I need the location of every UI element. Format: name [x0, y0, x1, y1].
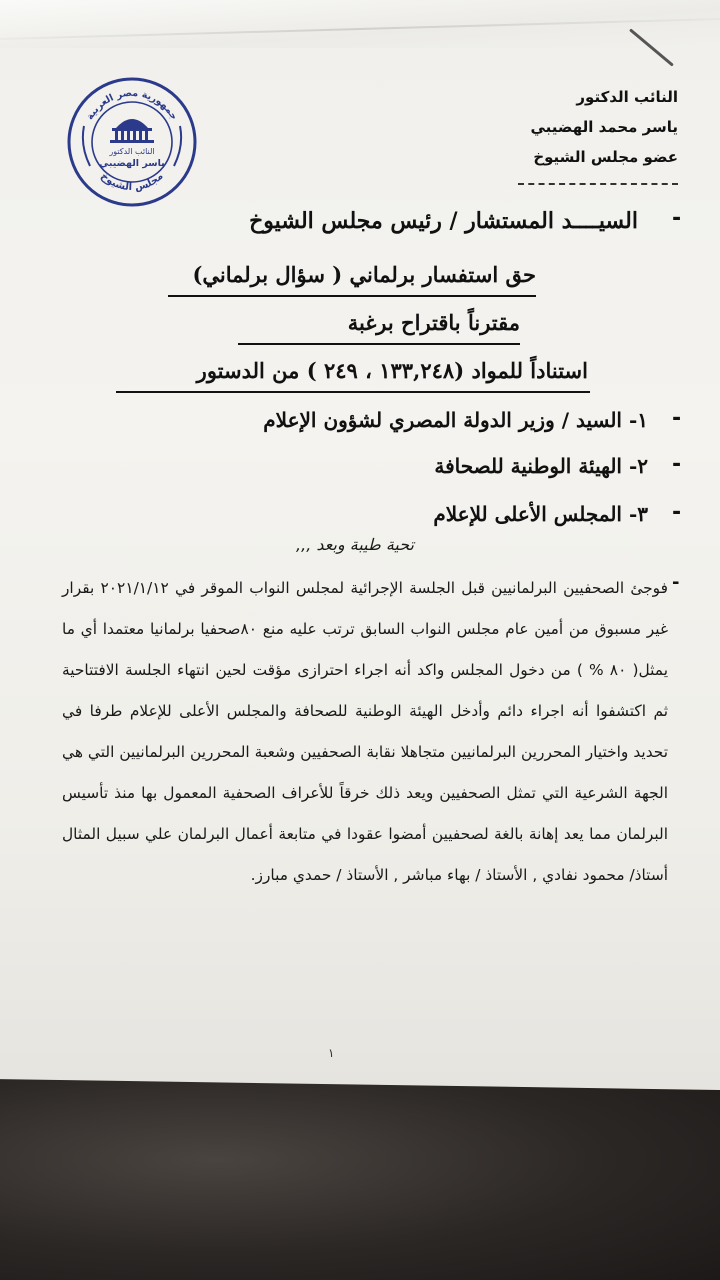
coupled-line: مقترناً باقتراح برغبة	[347, 310, 520, 335]
recipient-2: ٢- الهيئة الوطنية للصحافة	[434, 454, 648, 478]
basis-line: استناداً للمواد (١٣٣,٢٤٨ ، ٢٤٩ ) من الدستور	[196, 358, 588, 383]
senate-seal	[66, 76, 198, 208]
seal-ring-bottom: مجلس الشيوخ	[98, 170, 166, 194]
basis-underline	[116, 391, 590, 393]
bullet-dash: -	[672, 500, 682, 525]
header-divider	[518, 183, 678, 185]
svg-text:جمهورية مصر العربية	[84, 88, 179, 122]
coupled-underline	[238, 343, 520, 345]
addressee-line: السيــــد المستشار / رئيس مجلس الشيوخ	[249, 208, 638, 234]
subject-underline	[168, 295, 536, 297]
subject-line: حق استفسار برلماني ( سؤال برلماني)	[192, 262, 536, 287]
bullet-dash: -	[672, 206, 682, 231]
paper-fold	[0, 0, 720, 48]
recipient-1: ١- السيد / وزير الدولة المصري لشؤون الإعلام	[263, 408, 648, 432]
page-number: ١	[328, 1046, 335, 1060]
bullet-dash: -	[672, 406, 682, 431]
header-name: ياسر محمد الهضيبي	[530, 118, 678, 136]
body-paragraph: فوجئ الصحفيين البرلمانيين قبل الجلسة الإجرائية لمجلس النواب الموقر في ٢٠٢١/١/١٢ بقرار غير مسبوق من أمين عام مجلس النواب السابق ترتب عليه منع ٨٠صحفيا برلمانيا معتمدا أي ما يمثل( ٨٠ % ) من دخول المجلس واكد أنه اجراء احترازى مؤقت لحين انتهاء الجلسة الافتتاحية ثم اكتشفوا أنه اجراء دائم وأدخل الهيئة الوطنية للصحافة والمجلس الأعلى للإعلام طرفا في تحديد واختيار المحررين البرلمانيين متجاهلا نقابة الصحفيين وشعبة المحررين البرلمانيين التي هي الجهة الشرعية التي تمثل الصحفيين ويعد ذلك خرقاً للأعراف الصحفية المعمول بها منذ تأسيس البرلمان مما يعد إهانة بالغة لصحفيين أمضوا عقودا في متابعة أعمال البرلمان علي سبيل المثال أستاذ/ محمود نفادي , الأستاذ / بهاء مباشر , الأستاذ / حمدي مبارز.	[62, 579, 668, 884]
sender-header	[358, 82, 678, 172]
bullet-dash: -	[672, 452, 682, 477]
header-title: النائب الدكتور	[576, 88, 678, 106]
seal-ring-top: جمهورية مصر العربية	[84, 87, 180, 122]
background-surface	[0, 1080, 720, 1280]
header-role: عضو مجلس الشيوخ	[533, 148, 678, 166]
bullet-dash: -	[672, 572, 680, 593]
seal-inner-line2: ياسر الهضيبي	[99, 158, 165, 169]
dome-emblem-icon	[110, 119, 154, 143]
recipient-3: ٣- المجلس الأعلى للإعلام	[433, 502, 648, 526]
seal-inner-line1: النائب الدكتور	[109, 147, 155, 156]
svg-text:مجلس الشيوخ	[98, 171, 165, 194]
greeting: تحية طيبة وبعد ,,,	[296, 535, 414, 554]
